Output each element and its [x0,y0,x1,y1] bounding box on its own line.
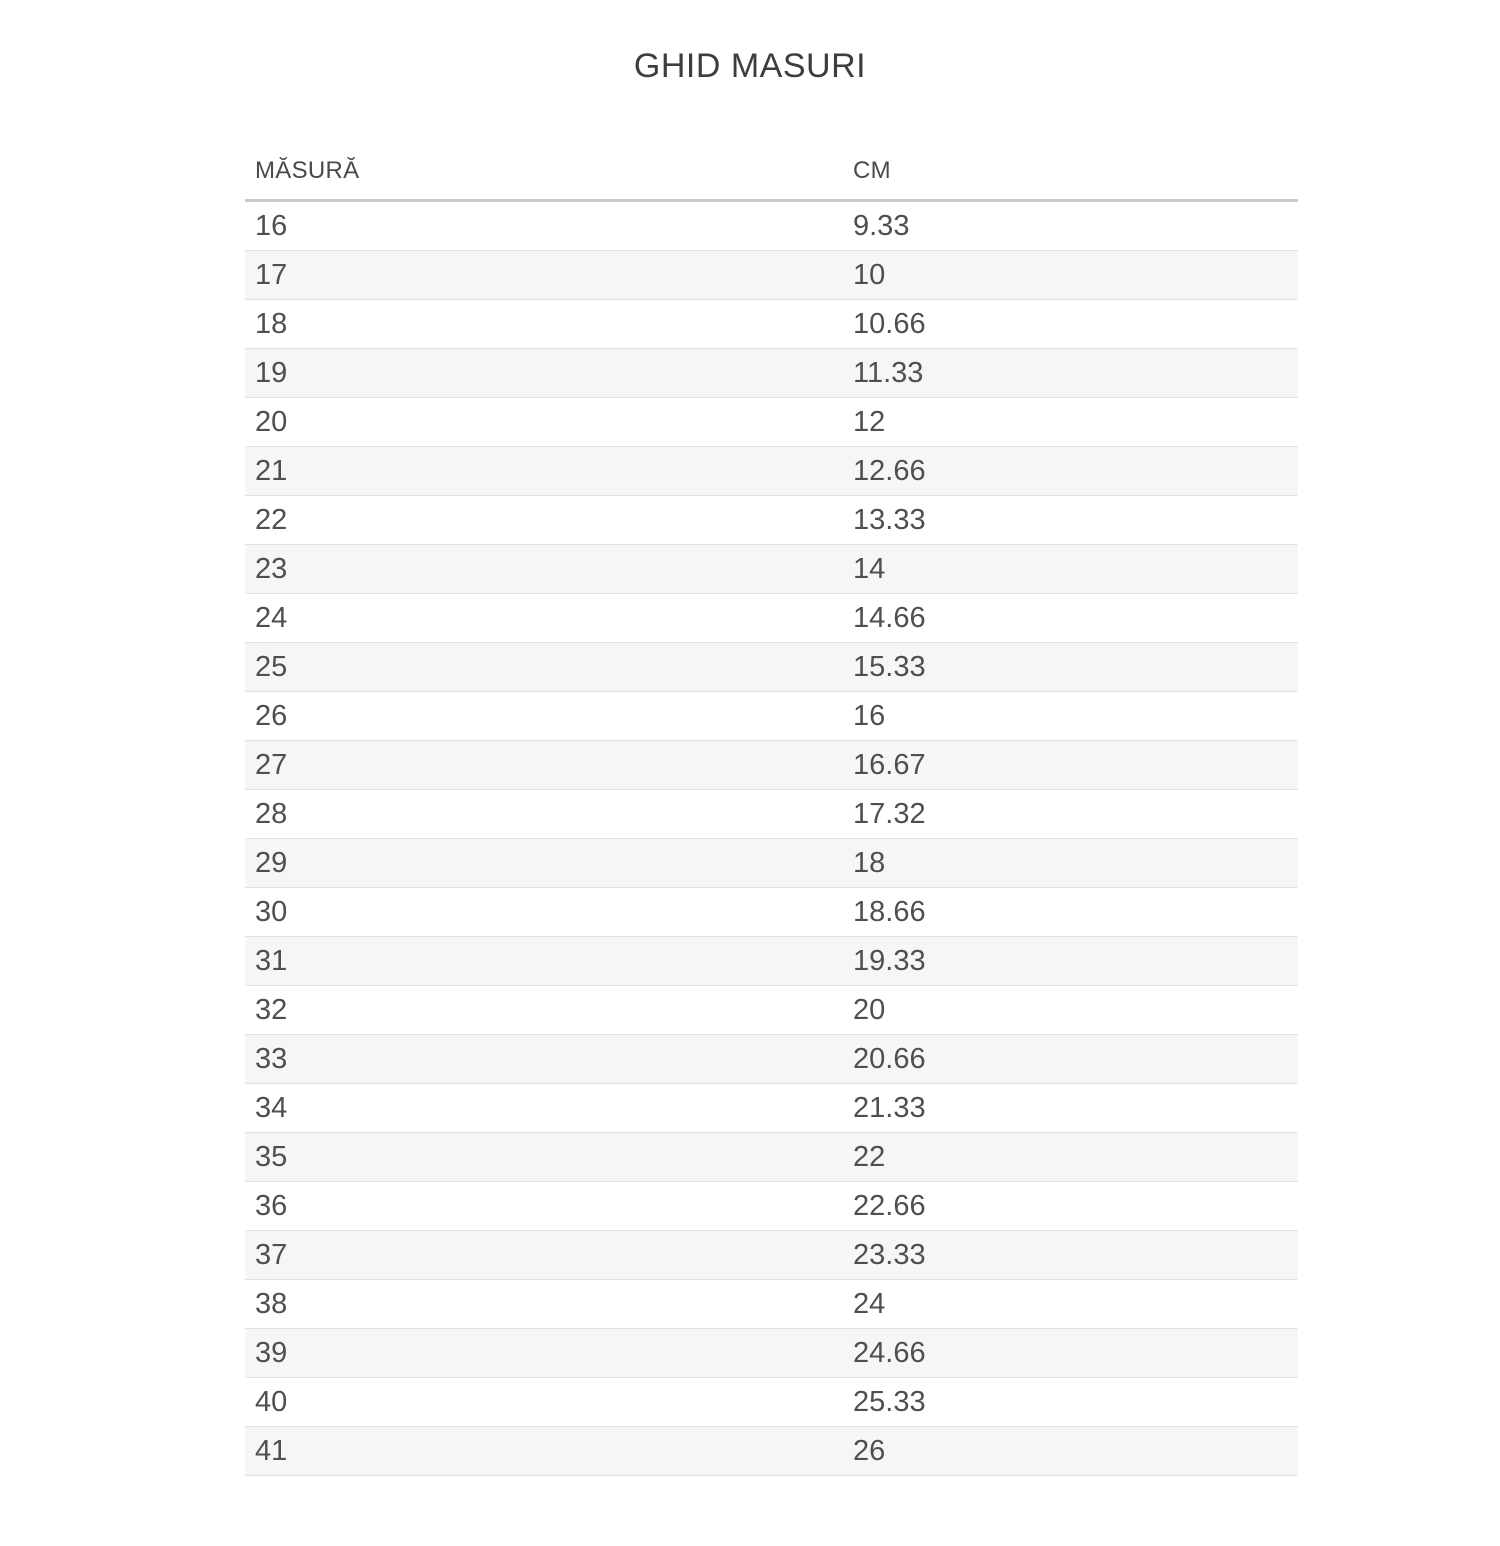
table-row [245,838,1298,887]
size-table-body [245,200,1298,1475]
cm-cell: 11.33 [853,356,924,389]
size-cell: 37 [255,1238,288,1271]
size-cell: 26 [255,699,288,732]
cm-cell: 25.33 [853,1385,926,1418]
table-row [245,1279,1298,1328]
cm-cell: 17.32 [853,797,926,830]
size-cell: 32 [255,993,288,1026]
cm-cell: 14 [853,552,886,585]
size-cell: 22 [255,503,288,536]
size-cell: 40 [255,1385,288,1418]
size-cell: 21 [255,454,288,487]
table-row [245,1181,1298,1230]
table-row [245,789,1298,838]
size-cell: 31 [255,944,288,977]
cm-cell: 16 [853,699,886,732]
cm-cell: 16.67 [853,748,926,781]
table-row [245,1377,1298,1426]
table-row [245,985,1298,1034]
size-cell: 24 [255,601,288,634]
cm-cell: 20 [853,993,886,1026]
size-cell: 36 [255,1189,288,1222]
size-cell: 41 [255,1434,288,1467]
table-row [245,593,1298,642]
cm-cell: 21.33 [853,1091,926,1124]
cm-cell: 24 [853,1287,886,1320]
table-row [245,544,1298,593]
page-title: GHID MASURI [633,47,867,85]
header-row [245,151,1298,201]
cm-cell: 9.33 [853,209,910,242]
cm-cell: 22 [853,1140,886,1173]
cm-cell: 26 [853,1434,886,1467]
size-cell: 16 [255,209,288,242]
table-row [245,299,1298,348]
table-row [245,1132,1298,1181]
size-cell: 38 [255,1287,288,1320]
table-row [245,397,1298,446]
table-row [245,495,1298,544]
cm-cell: 20.66 [853,1042,926,1075]
cm-cell: 19.33 [853,944,926,977]
table-row [245,348,1298,397]
size-cell: 19 [255,356,288,389]
column-header-masura: MĂSURĂ [255,156,360,184]
table-row [245,642,1298,691]
size-cell: 27 [255,748,288,781]
cm-cell: 14.66 [853,601,926,634]
cm-cell: 10.66 [853,307,926,340]
cm-cell: 24.66 [853,1336,926,1369]
table-row [245,1328,1298,1377]
table-row [245,200,1298,250]
size-cell: 18 [255,307,288,340]
size-cell: 34 [255,1091,288,1124]
cm-cell: 10 [853,258,886,291]
cm-cell: 22.66 [853,1189,926,1222]
size-guide-page [0,46,1500,1476]
size-cell: 39 [255,1336,288,1369]
size-cell: 30 [255,895,288,928]
size-table-header [245,151,1298,201]
table-row [245,740,1298,789]
size-cell: 28 [255,797,288,830]
table-row [245,1230,1298,1279]
cm-cell: 12.66 [853,454,926,487]
cm-cell: 15.33 [853,650,926,683]
table-row [245,250,1298,299]
size-cell: 29 [255,846,288,879]
size-cell: 23 [255,552,288,585]
size-guide-table [245,151,1298,1476]
cm-cell: 13.33 [853,503,926,536]
size-cell: 20 [255,405,288,438]
size-cell: 33 [255,1042,288,1075]
cm-cell: 23.33 [853,1238,926,1271]
cm-cell: 12 [853,405,886,438]
table-row [245,887,1298,936]
size-cell: 17 [255,258,288,291]
size-cell: 25 [255,650,288,683]
table-row [245,691,1298,740]
size-cell: 35 [255,1140,288,1173]
cm-cell: 18 [853,846,886,879]
table-row [245,446,1298,495]
table-row [245,1083,1298,1132]
table-row [245,1426,1298,1475]
cm-cell: 18.66 [853,895,926,928]
column-header-cm: CM [853,156,891,184]
table-row [245,936,1298,985]
table-row [245,1034,1298,1083]
